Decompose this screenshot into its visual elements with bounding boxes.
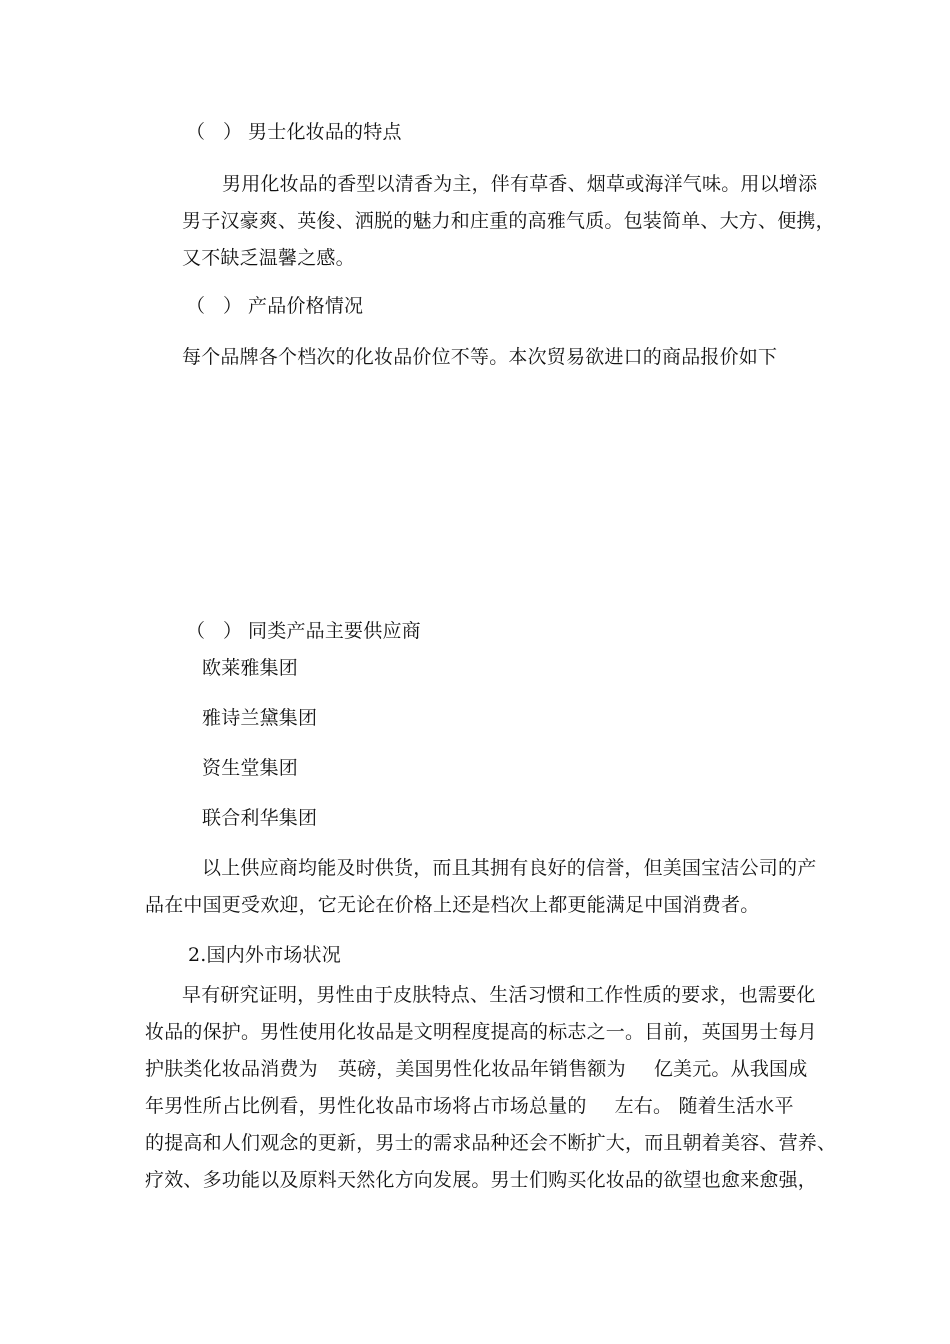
section-number: （ ） [186,295,249,317]
section-title: 同类产品主要供应商 [248,620,421,642]
price-paragraph: 每个品牌各个档次的化妆品价位不等。本次贸易欲进口的商品报价如下 [182,346,778,368]
market-line-4-part-b: 左右。 随着生活水平 [614,1095,794,1117]
section-heading-price [186,294,363,318]
market-line-1: 早有研究证明，男性由于皮肤特点、生活习惯和工作性质的要求，也需要化 [182,984,816,1006]
section-heading-market: 2.国内外市场状况 [188,944,341,966]
section-number: （ ） [186,620,249,642]
market-line-2: 妆品的保护。男性使用化妆品是文明程度提高的标志之一。目前，英国男士每月 [145,1021,818,1043]
section-title: 男士化妆品的特点 [248,121,402,143]
market-line-3-part-a: 护肤类化妆品消费为 [145,1058,318,1080]
section-heading-suppliers [186,619,421,643]
market-line-3-part-c: 亿美元。从我国成 [653,1058,808,1080]
market-line-3 [145,1057,807,1081]
supplier-item: 欧莱雅集团 [202,657,299,679]
features-paragraph-line-3: 又不缺乏温馨之感。 [182,247,355,269]
supplier-item: 联合利华集团 [202,807,318,829]
section-heading-features [186,120,402,144]
section-number: （ ） [186,121,249,143]
features-paragraph-line-1: 男用化妆品的香型以清香为主，伴有草香、烟草或海洋气味。用以增添 [222,173,818,195]
supplier-item: 资生堂集团 [202,757,299,779]
suppliers-paragraph-line-1: 以上供应商均能及时供货，而且其拥有良好的信誉，但美国宝洁公司的产 [202,857,817,879]
market-line-3-part-b: 英磅，美国男性化妆品年销售额为 [337,1058,626,1080]
section-title: 产品价格情况 [248,295,364,317]
market-line-5: 的提高和人们观念的更新，男士的需求品种还会不断扩大，而且朝着美容、营养、 [145,1132,837,1154]
market-line-4-part-a: 年男性所占比例看，男性化妆品市场将占市场总量的 [145,1095,587,1117]
market-line-4 [145,1094,794,1118]
supplier-item: 雅诗兰黛集团 [202,707,318,729]
market-line-6: 疗效、多功能以及原料天然化方向发展。男士们购买化妆品的欲望也愈来愈强， [145,1169,818,1191]
suppliers-paragraph-line-2: 品在中国更受欢迎，它无论在价格上还是档次上都更能满足中国消费者。 [145,894,760,916]
features-paragraph-line-2: 男子汉豪爽、英俊、洒脱的魅力和庄重的高雅气质。包装简单、大方、便携， [182,210,835,232]
